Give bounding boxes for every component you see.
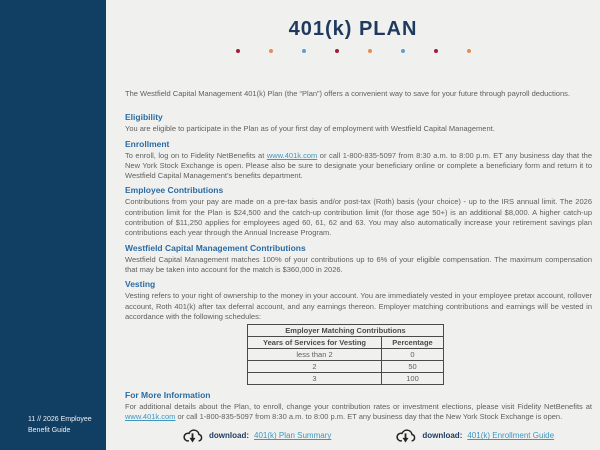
footer-line-2: Benefit Guide — [28, 427, 71, 434]
table-header-row — [248, 337, 444, 349]
accent-dot — [269, 49, 273, 53]
eligibility-paragraph: You are eligible to participate in the Plan as of your first day of employment with Westfield Capital Management. — [125, 124, 495, 134]
accent-dot — [467, 49, 471, 53]
enrollment-text-pre: To enroll, log on to Fidelity NetBenefits at — [125, 150, 267, 160]
more-info-text-post: or call 1-800-835-5097 from 8:30 a.m. to 8:00 p.m. ET any business day that the New York Stock Exchange is open. — [175, 412, 563, 422]
footer-line-1: 11 // 2026 Employee — [28, 416, 92, 423]
heading-eligibility: Eligibility — [125, 112, 163, 123]
column-header-percentage: Percentage — [382, 337, 444, 349]
heading-more-information: For More Information — [125, 390, 211, 401]
accent-dot — [302, 49, 306, 53]
table-title: Employer Matching Contributions — [248, 325, 444, 337]
download-label: download: — [209, 431, 249, 441]
link-enrollment-guide[interactable]: 401(k) Enrollment Guide — [467, 431, 555, 441]
table-row — [248, 361, 444, 373]
table-title-row — [248, 325, 444, 337]
accent-dots-row — [106, 49, 600, 53]
heading-vesting: Vesting — [125, 279, 156, 290]
vesting-paragraph: Vesting refers to your right of ownership to the money in your account. You are immediately vested in your employee pretax account, rollover account, Roth 401(k) after tax deferral account, and any earnings thereon. Employer matching contributions and earnings will be vested in accordance with the following schedules: — [125, 291, 592, 321]
accent-dot — [236, 49, 240, 53]
link-plan-summary[interactable]: 401(k) Plan Summary — [254, 431, 332, 441]
cell-years: less than 2 — [248, 349, 382, 361]
cell-percentage: 50 — [382, 361, 444, 373]
accent-dot — [335, 49, 339, 53]
accent-dot — [401, 49, 405, 53]
enrollment-paragraph — [125, 151, 592, 182]
downloads-row — [182, 428, 592, 444]
more-info-text-pre: For additional details about the Plan, to enroll, change your contribution rates or investment elections, please visit Fidelity NetBenefits at — [125, 402, 592, 412]
enrollment-text-post: or call 1-800-835-5097 from 8:30 a.m. to 8:00 p.m. ET any business day that the New York Stock Exchange is open. Please also be sure to designate your beneficiary online or complete a beneficiary form and return it to Westfield Capital Management’s benefits department. — [125, 150, 592, 181]
cell-years: 3 — [248, 373, 382, 385]
sidebar-navy-band — [0, 0, 106, 450]
page-footer-note — [28, 414, 104, 436]
heading-enrollment: Enrollment — [125, 138, 170, 149]
page-title: 401(k) PLAN — [288, 18, 418, 40]
download-item-enrollment-guide — [395, 428, 554, 444]
accent-dot — [368, 49, 372, 53]
heading-employer-contributions: Westfield Capital Management Contributions — [125, 242, 306, 253]
column-header-years: Years of Services for Vesting — [248, 337, 382, 349]
cell-percentage: 0 — [382, 349, 444, 361]
table-row — [248, 373, 444, 385]
table-row — [248, 349, 444, 361]
page-content — [106, 0, 600, 450]
download-item-plan-summary — [182, 428, 331, 444]
employee-contributions-paragraph: Contributions from your pay are made on a pre-tax basis and/or post-tax (Roth) basis (your choice) - up to the IRS annual limit. The 2026 contribution limit for the Plan is $24,500 and the catch-up contribution limit (for those age 50+) is an additional $8,000. A higher catch-up contribution of $11,250 applies for employees aged 60, 61, 62 and 63. You may also automatically increase your retirement savings plan contributions each year through the Annual Increase Program. — [125, 197, 592, 238]
cloud-download-icon — [395, 428, 416, 444]
cell-percentage: 100 — [382, 373, 444, 385]
download-label: download: — [422, 431, 463, 441]
link-401k-website[interactable]: www.401k.com — [125, 412, 176, 422]
cloud-download-icon — [182, 428, 203, 444]
vesting-schedule-table — [247, 324, 444, 385]
link-401k-website[interactable]: www.401k.com — [266, 150, 318, 160]
more-information-paragraph — [125, 402, 592, 423]
intro-paragraph: The Westfield Capital Management 401(k) Plan (the “Plan”) offers a convenient way to save for your future through payroll deductions. — [125, 89, 570, 98]
employer-contributions-paragraph: Westfield Capital Management matches 100% of your contributions up to 6% of your eligible compensation. The maximum compensation that may be taken into account for the match is $360,000 in 2026. — [125, 254, 592, 274]
cell-years: 2 — [248, 361, 382, 373]
accent-dot — [434, 49, 438, 53]
heading-employee-contributions: Employee Contributions — [125, 185, 224, 196]
